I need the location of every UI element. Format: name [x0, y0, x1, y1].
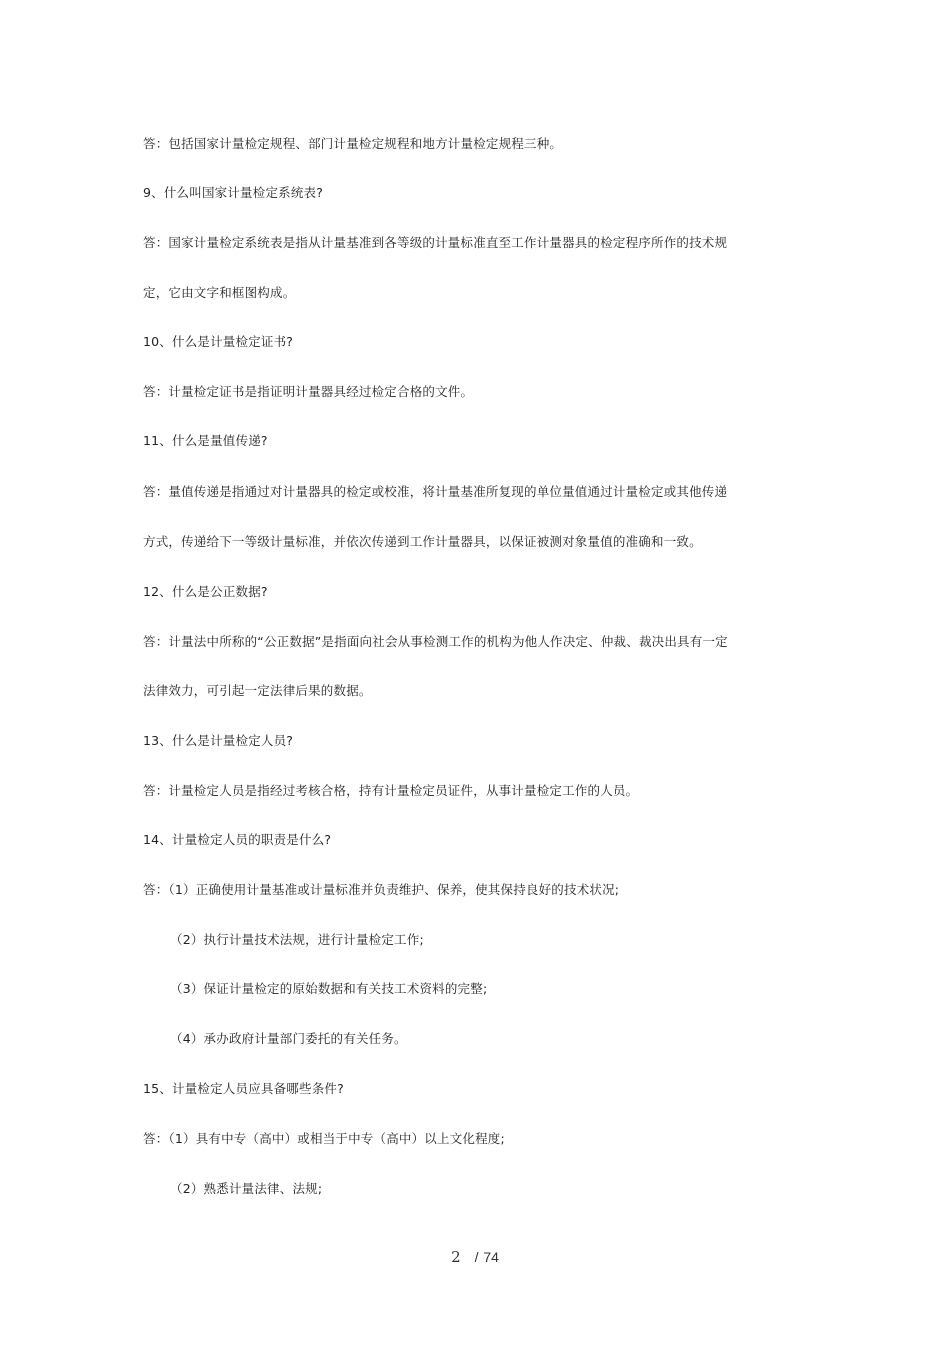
- answer-item-1: 答：（1）正确使用计量基准或计量标准并负责维护、保养，使其保持良好的技术状况;: [143, 882, 620, 897]
- answer-item-4: （4）承办政府计量部门委托的有关任务。: [170, 1031, 407, 1046]
- question-10: 10、什么是计量检定证书?: [143, 334, 294, 349]
- answer-item-2: （2）执行计量技术法规，进行计量检定工作;: [170, 932, 424, 947]
- answer-line-continued: 定，它由文字和框图构成。: [143, 285, 296, 300]
- question-9: 9、什么叫国家计量检定系统表?: [143, 185, 324, 200]
- question-12: 12、什么是公正数据?: [143, 584, 268, 599]
- answer-line: 答：计量检定证书是指证明计量器具经过检定合格的文件。: [143, 384, 474, 399]
- question-15: 15、计量检定人员应具备哪些条件?: [143, 1081, 344, 1096]
- question-14: 14、计量检定人员的职责是什么?: [143, 832, 332, 847]
- current-page-number: 2: [451, 1248, 461, 1266]
- answer-item-2: （2）熟悉计量法律、法规;: [170, 1181, 323, 1196]
- page-separator: /: [474, 1249, 479, 1265]
- answer-line: 答：量值传递是指通过对计量器具的检定或校准，将计量基准所复现的单位量值通过计量检定或其他传递: [143, 484, 728, 499]
- answer-line: 答：计量法中所称的“公正数据”是指面向社会从事检测工作的机构为他人作决定、仲裁、裁决出具有一定: [143, 634, 728, 649]
- total-pages-number: 74: [483, 1249, 499, 1265]
- question-13: 13、什么是计量检定人员?: [143, 733, 294, 748]
- answer-line-continued: 方式，传递给下一等级计量标准，并依次传递到工作计量器具，以保证被测对象量值的准确和一致。: [143, 534, 702, 549]
- answer-line-continued: 法律效力，可引起一定法律后果的数据。: [143, 683, 372, 698]
- answer-line: 答：包括国家计量检定规程、部门计量检定规程和地方计量检定规程三种。: [143, 136, 563, 151]
- answer-item-3: （3）保证计量检定的原始数据和有关技工术资料的完整;: [170, 981, 488, 996]
- answer-line: 答：国家计量检定系统表是指从计量基准到各等级的计量标准直至工作计量器具的检定程序所作的技术规: [143, 235, 728, 250]
- question-11: 11、什么是量值传递?: [143, 433, 268, 448]
- answer-line: 答：计量检定人员是指经过考核合格，持有计量检定员证件，从事计量检定工作的人员。: [143, 783, 639, 798]
- answer-item-1: 答：（1）具有中专（高中）或相当于中专（高中）以上文化程度;: [143, 1131, 505, 1146]
- page-number-footer: [0, 1248, 950, 1266]
